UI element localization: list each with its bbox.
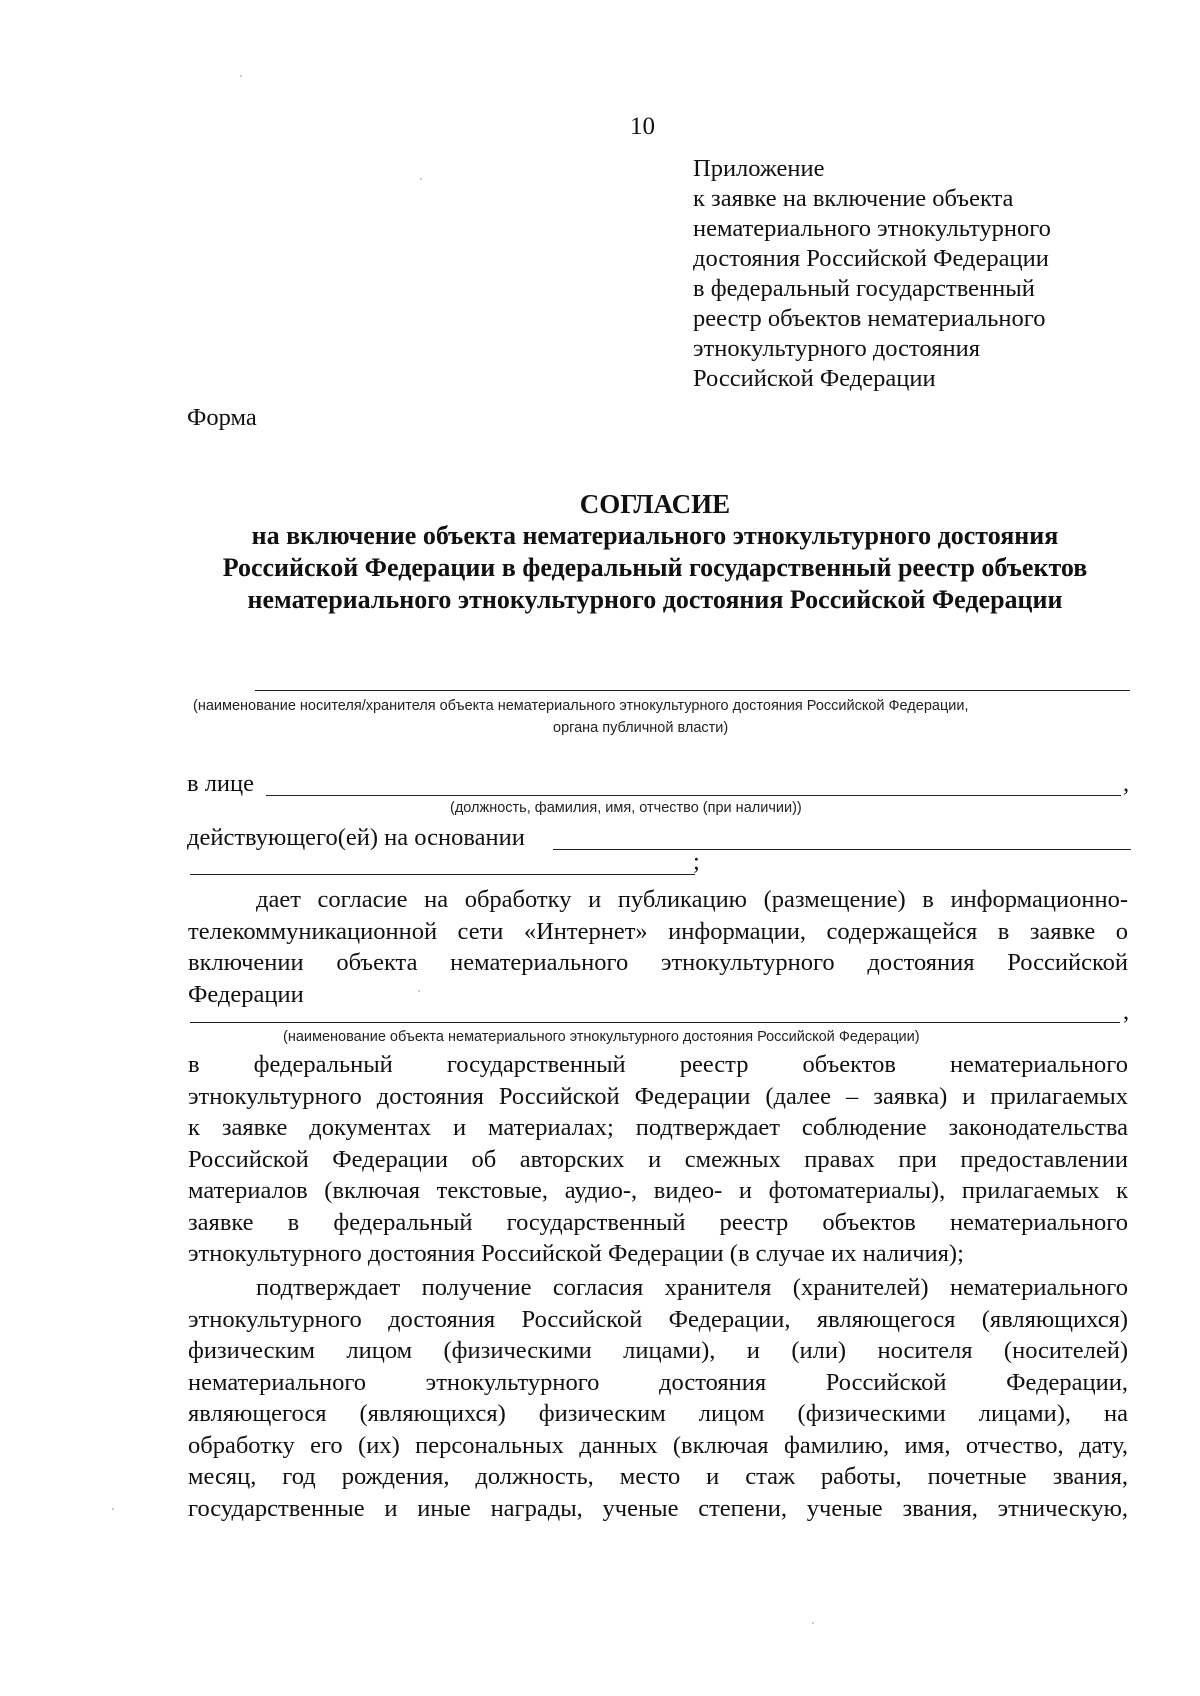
paragraph-line: обработку его (их) персональных данных (включая фамилию, имя, отчество, дату, <box>188 1431 1128 1459</box>
holder-name-caption: (наименование носителя/хранителя объекта нематериального этнокультурного достояния Российской Федерации, <box>193 698 969 714</box>
appendix-line: Приложение <box>693 155 825 182</box>
paragraph-line: заявке в федеральный государственный реестр объектов нематериального <box>188 1208 1128 1236</box>
form-label: Форма <box>187 404 257 431</box>
appendix-line: этнокультурного достояния <box>693 335 980 362</box>
appendix-line: Российской Федерации <box>693 365 936 392</box>
consent-paragraph-2 <box>188 1049 1128 1270</box>
represented-by-field-line[interactable] <box>266 795 1121 796</box>
appendix-line: нематериального этнокультурного <box>693 215 1051 242</box>
basis-label: действующего(ей) на основании <box>187 824 525 851</box>
paragraph-line: месяц, год рождения, должность, место и стаж работы, почетные звания, <box>188 1463 1128 1490</box>
appendix-line: реестр объектов нематериального <box>693 305 1046 332</box>
appendix-line: к заявке на включение объекта <box>693 185 1014 212</box>
scan-speck <box>418 990 420 992</box>
appendix-line: в федеральный государственный <box>693 275 1035 302</box>
paragraph-line: этнокультурного достояния Российской Федерации, являющегося (являющихся) <box>188 1305 1128 1333</box>
represented-by-caption: (должность, фамилия, имя, отчество (при наличии)) <box>450 800 802 816</box>
paragraph-line: к заявке документах и материалах; подтверждает соблюдение законодательства <box>188 1114 1128 1141</box>
document-subtitle-line: на включение объекта нематериального этнокультурного достояния <box>251 521 1059 550</box>
paragraph-line: подтверждает получение согласия хранителя (хранителей) нематериального <box>256 1274 1128 1301</box>
paragraph-line: материалов (включая текстовые, аудио-, видео- и фотоматериалы), прилагаемых к <box>188 1177 1128 1204</box>
document-title: СОГЛАСИЕ <box>579 489 731 519</box>
paragraph-line: включении объекта нематериального этнокультурного достояния Российской <box>188 949 1128 976</box>
semicolon: ; <box>693 848 700 875</box>
document-subtitle-line: Российской Федерации в федеральный государственный реестр объектов <box>222 553 1088 582</box>
consent-paragraph-3 <box>188 1272 1128 1524</box>
basis-field-line-2[interactable] <box>190 874 695 875</box>
represented-by-label: в лице <box>187 770 255 797</box>
paragraph-line: в федеральный государственный реестр объектов нематериального <box>188 1051 1128 1078</box>
holder-name-caption-2: органа публичной власти) <box>553 720 729 736</box>
basis-field-line[interactable] <box>553 849 1131 850</box>
paragraph-line: государственные и иные награды, ученые степени, ученые звания, этническую, <box>188 1494 1128 1522</box>
paragraph-line: физическим лицом (физическими лицами), и (или) носителя (носителей) <box>188 1337 1128 1364</box>
scan-speck <box>420 178 422 180</box>
scan-speck <box>112 1508 114 1510</box>
comma: , <box>1123 998 1130 1025</box>
object-name-field-line[interactable] <box>190 1022 1120 1023</box>
scan-speck <box>812 1622 814 1624</box>
holder-name-field-line[interactable] <box>255 690 1130 691</box>
paragraph-line: Российской Федерации об авторских и смежных правах при предоставлении <box>188 1145 1128 1173</box>
paragraph-line: этнокультурного достояния Российской Федерации (далее – заявка) и прилагаемых <box>188 1082 1128 1110</box>
paragraph-line: телекоммуникационной сети «Интернет» информации, содержащейся в заявке о <box>188 917 1128 945</box>
paragraph-line: являющегося (являющихся) физическим лицом (физическими лицами), на <box>188 1400 1128 1427</box>
document-subtitle-line: нематериального этнокультурного достояния Российской Федерации <box>247 585 1063 614</box>
scan-speck <box>240 75 242 77</box>
appendix-line: достояния Российской Федерации <box>693 245 1049 272</box>
paragraph-line: Федерации <box>188 980 304 1008</box>
paragraph-line: дает согласие на обработку и публикацию (размещение) в информационно- <box>256 886 1128 913</box>
paragraph-line: нематериального этнокультурного достояния Российской Федерации, <box>188 1368 1128 1396</box>
page-number: 10 <box>630 113 655 140</box>
object-name-caption: (наименование объекта нематериального этнокультурного достояния Российской Федерации) <box>283 1029 920 1045</box>
paragraph-line: этнокультурного достояния Российской Федерации (в случае их наличия); <box>188 1240 964 1267</box>
appendix-block <box>693 154 1113 394</box>
comma: , <box>1123 770 1130 797</box>
consent-paragraph-1 <box>188 884 1128 1010</box>
